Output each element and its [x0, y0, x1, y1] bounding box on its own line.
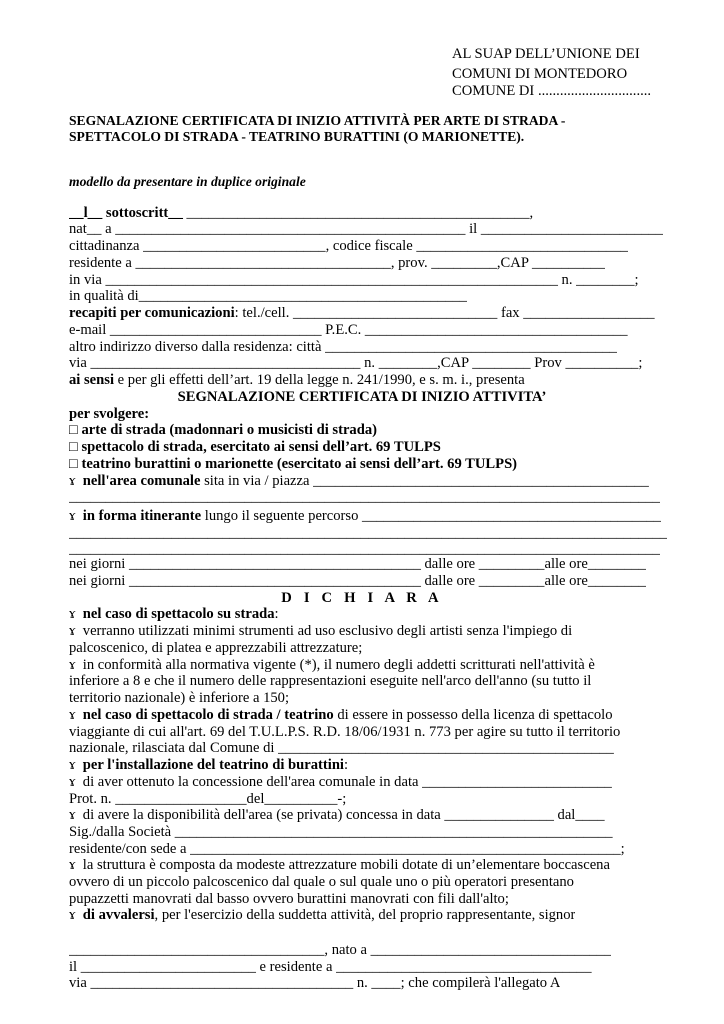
bullet-icon: ɤ	[69, 606, 76, 622]
bullet-icon: ɤ	[69, 757, 76, 773]
itinerant-label: in forma itinerante	[82, 508, 202, 524]
declaration-tools-1: ɤ verranno utilizzati minimi strumenti ad uso esclusivo degli artisti senza l'impiego di	[69, 623, 573, 639]
bullet-icon: ɤ	[69, 907, 76, 923]
representative-name-line[interactable]: ___________________________________, nato a _________________________________	[69, 942, 612, 958]
declaration-license-3[interactable]: nazionale, rilasciata dal Comune di ______________________________________________	[69, 740, 614, 756]
field-alt-address-line[interactable]: altro indirizzo diverso dalla residenza: città ________________________________________	[69, 339, 617, 355]
heading-scia: SEGNALAZIONE CERTIFICATA DI INIZIO ATTIVITA’	[177, 389, 547, 405]
option-itinerant[interactable]	[69, 508, 661, 525]
option-puppet-theatre[interactable]: □ teatrino burattini o marionette (esercitato ai sensi dell’art. 69 TULPS)	[69, 456, 518, 472]
declaration-tools-2: palcoscenico, di platea e apprezzabili attrezzature;	[69, 640, 363, 656]
declaration-puppet-label: per l'installazione del teatrino di burattini	[82, 757, 344, 773]
field-name-line[interactable]	[69, 205, 533, 222]
itinerant-route-line-1[interactable]: __________________________________________________________________________________	[69, 525, 668, 541]
field-birth-line[interactable]: nat__ a ________________________________________________ il _________________________	[69, 221, 664, 237]
field-alt-street-line[interactable]: via _____________________________________ n. ________,CAP ________ Prov __________;	[69, 355, 643, 371]
field-role-line[interactable]: in qualità di_____________________________________________	[69, 288, 468, 304]
recipient-line-3: COMUNE DI ...............................	[452, 83, 652, 99]
declaration-concession-1[interactable]: ɤ di aver ottenuto la concessione dell'area comunale in data __________________________	[69, 774, 612, 790]
contacts-blank: : tel./cell. ____________________________ fax __________________	[234, 305, 655, 321]
field-citizenship-line[interactable]: cittadinanza _________________________, codice fiscale _____________________________	[69, 238, 628, 254]
schedule-line-2[interactable]: nei giorni ________________________________________ dalle ore _________alle ore________	[69, 573, 647, 589]
declaration-street-show-label: nel caso di spettacolo su strada	[82, 606, 275, 622]
declaration-concession-2[interactable]: Prot. n. __________________del__________-;	[69, 791, 347, 807]
duplicate-note: modello da presentare in duplice originale	[69, 174, 306, 189]
contacts-label: recapiti per comunicazioni	[69, 305, 235, 321]
declaration-license-text: di essere in possesso della licenza di spettacolo	[333, 707, 613, 723]
heading-dichiara: D I C H I A R A	[281, 590, 443, 606]
declaration-staff-2: inferiore a 8 e che il numero delle rappresentazioni eseguite nell'arco dell'anno (su tutto il	[69, 673, 592, 689]
recipient-line-1: AL SUAP DELL’UNIONE DEI	[452, 46, 640, 62]
field-name-label: __l__ sottoscritt__	[69, 205, 183, 221]
representative-street-line[interactable]: via ____________________________________ n. ____; che compilerà l'allegato A	[69, 975, 561, 991]
declaration-staff-3: territorio nazionale) è inferiore a 150;	[69, 690, 290, 706]
legal-basis-line	[69, 372, 525, 389]
declaration-private-area-2[interactable]: Sig./dalla Società ____________________________________________________________	[69, 824, 613, 840]
declaration-license-1	[69, 707, 613, 724]
itinerant-route-line-2[interactable]: _________________________________________________________________________________	[69, 541, 661, 557]
municipal-area-extra-line[interactable]: _________________________________________________________________________________	[69, 489, 661, 505]
declaration-license-2: viaggiante di cui all'art. 69 del T.U.L.P.S. R.D. 18/06/1931 n. 773 per agire su tutto il territorio	[69, 724, 621, 740]
option-street-art[interactable]: □ arte di strada (madonnari o musicisti di strada)	[69, 422, 377, 438]
declaration-private-area-3[interactable]: residente/con sede a ___________________________________________________________;	[69, 841, 625, 857]
legal-basis-bold: ai sensi	[69, 372, 115, 388]
schedule-line-1[interactable]: nei giorni ________________________________________ dalle ore _________alle ore________	[69, 556, 647, 572]
option-municipal-area[interactable]	[69, 473, 649, 490]
declaration-representative-text: , per l'esercizio della suddetta attività, del proprio rappresentante, signor	[154, 907, 576, 923]
legal-basis-text: e per gli effetti dell’art. 19 della legge n. 241/1990, e s. m. i., presenta	[114, 372, 525, 388]
activity-intro: per svolgere:	[69, 406, 150, 422]
field-residence-line[interactable]: residente a ___________________________________, prov. _________,CAP __________	[69, 255, 606, 271]
declaration-license-label: nel caso di spettacolo di strada / teatrino	[82, 707, 334, 723]
representative-residence-line[interactable]: il ________________________ e residente a ___________________________________	[69, 959, 592, 975]
document-title-line-1: SEGNALAZIONE CERTIFICATA DI INIZIO ATTIVITÀ PER ARTE DI STRADA -	[69, 113, 566, 128]
itinerant-blank: lungo il seguente percorso _________________________________________	[201, 508, 662, 524]
document-title-line-2: SPETTACOLO DI STRADA - TEATRINO BURATTINI (O MARIONETTE).	[69, 129, 525, 144]
option-street-show[interactable]: □ spettacolo di strada, esercitato ai sensi dell’art. 69 TULPS	[69, 439, 441, 455]
municipal-area-blank: sita in via / piazza ______________________________________________	[200, 473, 649, 489]
bullet-icon: ɤ	[69, 707, 76, 723]
field-contacts-line[interactable]	[69, 305, 655, 322]
declaration-staff-1: ɤ in conformità alla normativa vigente (*), il numero degli addetti scritturati nell'attività è	[69, 657, 595, 673]
field-name-blank: _______________________________________________,	[182, 205, 534, 221]
declaration-street-show-colon: :	[274, 606, 279, 622]
declaration-private-area-1[interactable]: ɤ di avere la disponibilità dell'area (se privata) concessa in data _______________ dal____	[69, 807, 605, 823]
declaration-structure-1: ɤ la struttura è composta da modeste attrezzature mobili dotate di un’elementare boccascena	[69, 857, 610, 873]
recipient-line-2: COMUNI DI MONTEDORO	[452, 66, 628, 82]
declaration-structure-3: pupazzetti manovrati dal basso ovvero burattini manovrati con fili dall'alto;	[69, 891, 509, 907]
bullet-icon: ɤ	[69, 508, 76, 524]
declaration-representative	[69, 907, 575, 924]
declaration-street-show	[69, 606, 279, 623]
municipal-area-label: nell'area comunale	[82, 473, 201, 489]
field-street-line[interactable]: in via ______________________________________________________________ n. ________;	[69, 272, 639, 288]
declaration-structure-2: ovvero di un piccolo palcoscenico dal quale o sul quale uno o più operatori presentano	[69, 874, 574, 890]
declaration-puppet-install	[69, 757, 348, 774]
field-email-line[interactable]: e-mail _____________________________ P.E.C. ____________________________________	[69, 322, 628, 338]
declaration-puppet-colon: :	[344, 757, 349, 773]
declaration-representative-label: di avvalersi	[82, 907, 155, 923]
bullet-icon: ɤ	[69, 473, 76, 489]
